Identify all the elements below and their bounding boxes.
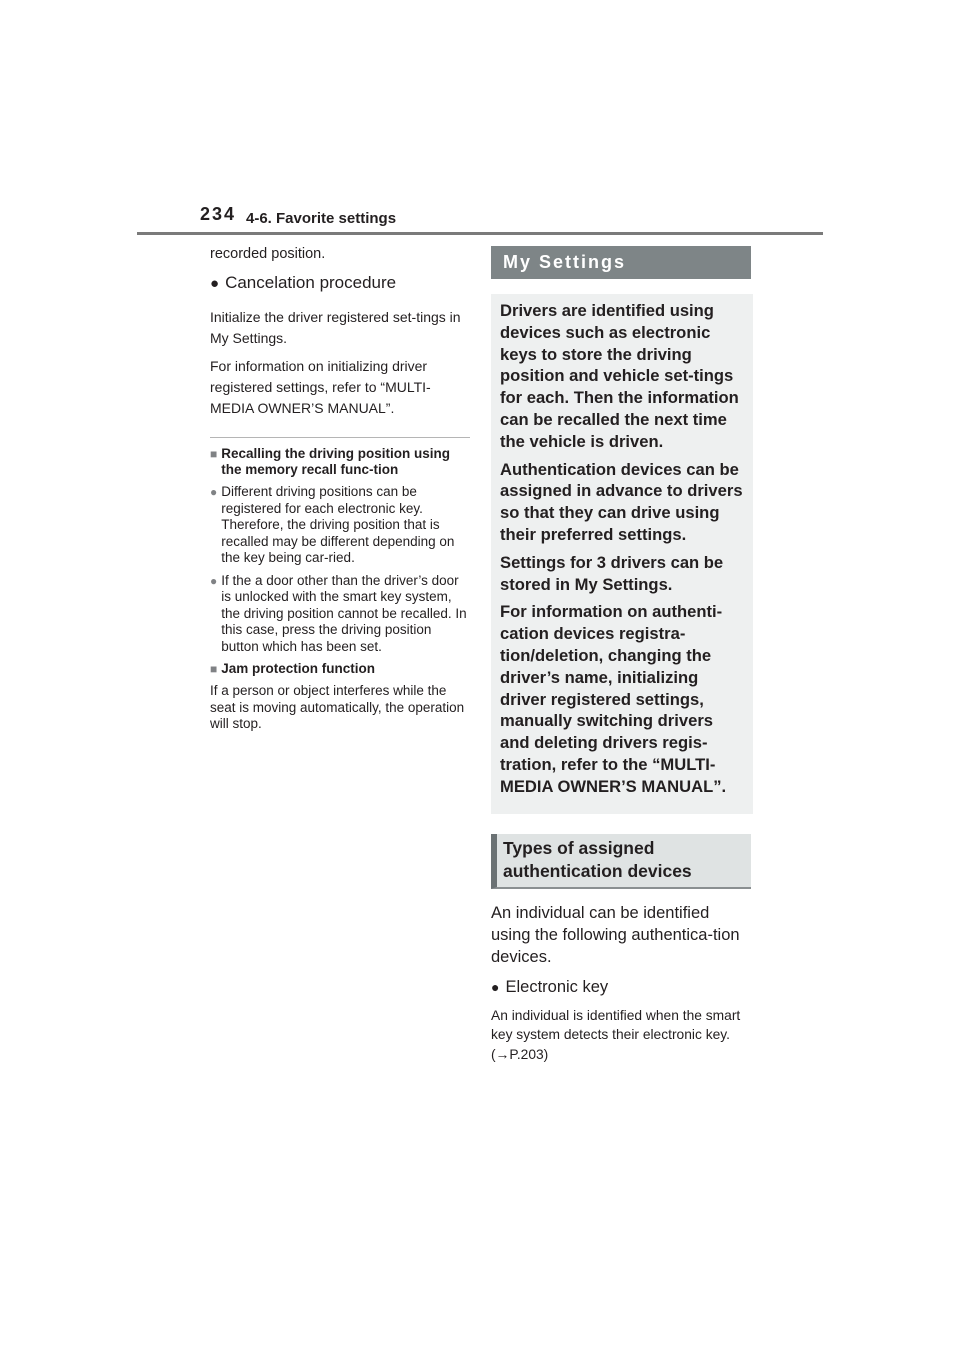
bullet-icon: ● <box>491 978 500 995</box>
note1-item1-text: Different driving positions can be registered for each electronic key. Therefore, the driving position that is recalled may be different depending on the key being car-ried. <box>221 484 455 565</box>
summary-paragraph-1: Drivers are identified using devices such as electronic keys to store the driving position and vehicle set-tings for each. Then the information can be recalled the next time the vehicle is driven. <box>500 301 739 451</box>
cancel-paragraph-2: For information on initializing driver registered settings, refer to “MULTI-MEDIA OWNER’S MANUAL”. <box>210 358 431 416</box>
note1-item <box>210 484 470 567</box>
note1-item2-text: If the a door other than the driver’s door is unlocked with the smart key system, the driving position cannot be recalled. In this case, press the driving position button which has been set. <box>221 572 467 654</box>
my-settings-title-bar: My Settings <box>491 246 751 279</box>
note2-heading-label: Jam protection function <box>221 661 376 676</box>
right-column <box>491 246 751 1064</box>
square-bullet-icon: ■ <box>210 662 218 676</box>
note2-text: If a person or object interferes while the seat is moving automatically, the operation will stop. <box>210 683 465 731</box>
bullet-icon: ● <box>210 275 220 292</box>
electronic-key-label: Electronic key <box>505 977 609 996</box>
circle-bullet-icon: ● <box>210 573 218 588</box>
note2-heading <box>210 661 470 677</box>
subsection-body: An individual can be identified using the following authentica-tion devices. <box>491 903 740 966</box>
note1-heading-label: Recalling the driving position using the memory recall func-tion <box>221 446 451 477</box>
note1-item <box>210 573 470 656</box>
subsection-heading: Types of assigned authentication devices <box>491 834 751 889</box>
note1-heading <box>210 446 470 478</box>
summary-paragraph-3: Settings for 3 drivers can be stored in My Settings. <box>500 552 724 594</box>
cancel-heading <box>210 272 470 295</box>
note-divider <box>210 437 470 438</box>
summary-paragraph-4: For information on authenti-cation devices registra-tion/deletion, changing the driver’s name, initializing driver registered settings, manually switching drivers and deleting drivers regis-tration, refer to the “MULTI-MEDIA OWNER’S MANUAL”. <box>500 602 727 796</box>
electronic-key-heading <box>491 976 751 998</box>
header-rule <box>137 232 823 235</box>
summary-box <box>491 294 753 814</box>
continuation-text: recorded position. <box>210 246 326 262</box>
cancel-heading-label: Cancelation procedure <box>225 273 397 292</box>
summary-paragraph-2: Authentication devices can be assigned in advance to drivers so that they can drive using their preferred settings. <box>500 459 743 544</box>
page-number: 234 <box>200 204 237 224</box>
section-title: 4-6. Favorite settings <box>246 210 397 227</box>
electronic-key-text: An individual is identified when the smart key system detects their electronic key. (→P.203) <box>491 1007 741 1062</box>
square-bullet-icon: ■ <box>210 447 218 461</box>
left-column <box>210 244 470 733</box>
cancel-paragraph-1: Initialize the driver registered set-tings in My Settings. <box>210 309 461 346</box>
circle-bullet-icon: ● <box>210 485 218 499</box>
